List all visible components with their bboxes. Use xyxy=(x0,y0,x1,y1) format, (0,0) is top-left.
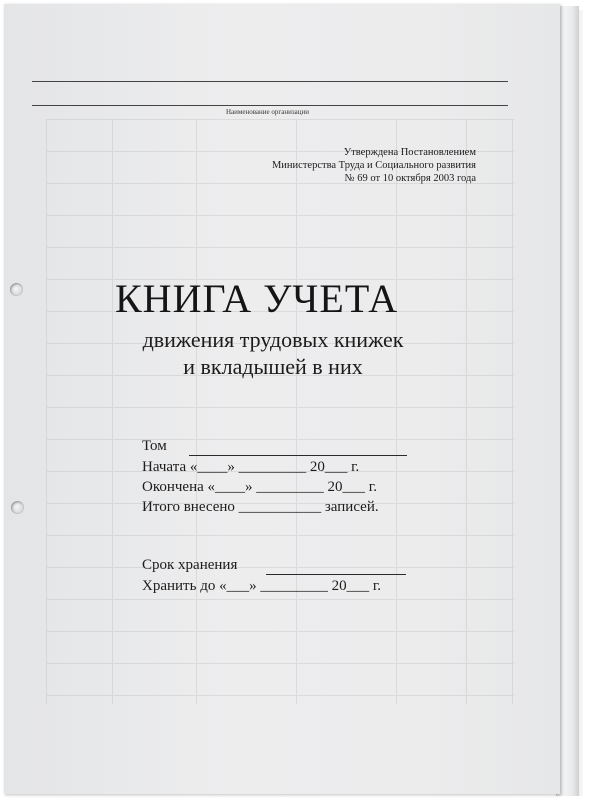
cover-sheet xyxy=(4,4,560,794)
binder-hole-bottom xyxy=(11,501,24,514)
ended-date-field: Окончена «____» _________ 20___ г. xyxy=(142,479,377,495)
binder-hole-top xyxy=(10,283,23,296)
show-through-table xyxy=(46,119,514,704)
approval-line-2: Министерства Труда и Социального развития xyxy=(271,160,476,171)
storage-period-underline xyxy=(266,574,406,575)
storage-period-label: Срок хранения xyxy=(142,557,238,573)
org-name-line-top xyxy=(32,81,508,82)
org-name-line-bottom xyxy=(32,105,508,106)
document-title: КНИГА УЧЕТА xyxy=(115,276,399,321)
org-name-caption: Наименование организации xyxy=(226,108,309,116)
keep-until-field: Хранить до «___» _________ 20___ г. xyxy=(142,578,382,594)
volume-label: Том xyxy=(142,438,167,454)
approval-line-1: Утверждена Постановлением xyxy=(343,147,476,158)
document-subtitle-line-1: движения трудовых книжек xyxy=(142,327,404,352)
volume-underline xyxy=(189,455,407,456)
started-date-field: Начата «____» _________ 20___ г. xyxy=(142,459,360,475)
document-subtitle-line-2: и вкладышей в них xyxy=(183,354,363,379)
records-total-field: Итого внесено ___________ записей. xyxy=(142,499,379,515)
approval-line-3: № 69 от 10 октября 2003 года xyxy=(344,173,476,184)
